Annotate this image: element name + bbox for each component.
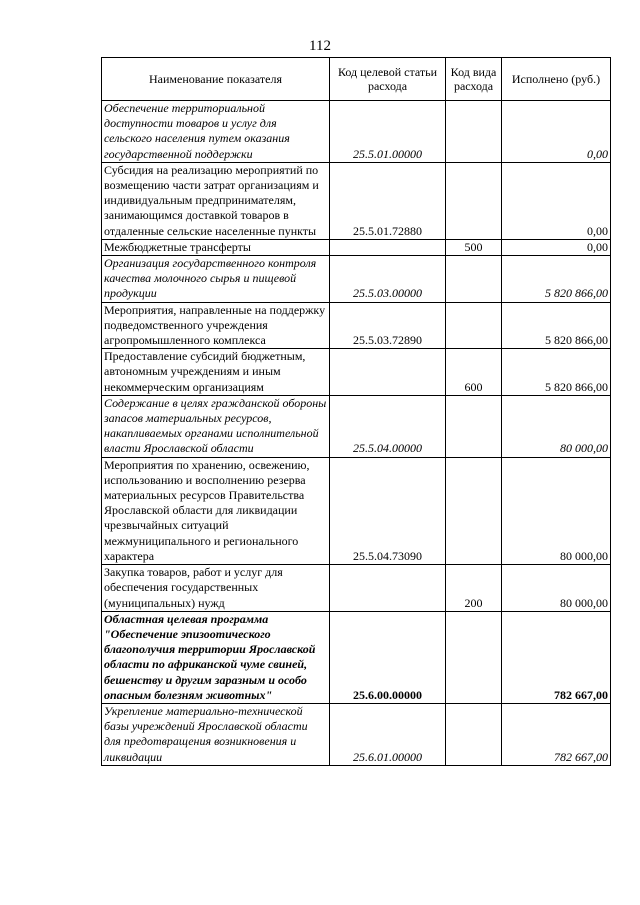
header-executed-amount: Исполнено (руб.) xyxy=(502,58,611,101)
row-indicator-name: Обеспечение территориальной доступности товаров и услуг для сельского населения путем оказания государственной поддержки xyxy=(102,101,330,163)
row-indicator-name: Предоставление субсидий бюджетным, автономным учреждениям и иным некоммерческим организациям xyxy=(102,349,330,396)
row-expense-type-code xyxy=(446,611,502,703)
row-target-article-code xyxy=(330,565,446,612)
row-executed-amount: 80 000,00 xyxy=(502,395,611,457)
header-target-article-code: Код целевой статьи расхода xyxy=(330,58,446,101)
row-indicator-name: Закупка товаров, работ и услуг для обеспечения государственных (муниципальных) нужд xyxy=(102,565,330,612)
row-indicator-name: Субсидия на реализацию мероприятий по возмещению части затрат организациям и индивидуальным предпринимателям, занимающимся доставкой товаров в отдаленные сельские населенные пункты xyxy=(102,162,330,239)
row-expense-type-code xyxy=(446,162,502,239)
row-target-article-code: 25.5.03.72890 xyxy=(330,302,446,349)
page-number: 112 xyxy=(309,38,331,54)
row-target-article-code: 25.5.03.00000 xyxy=(330,256,446,303)
row-target-article-code: 25.5.01.72880 xyxy=(330,162,446,239)
row-indicator-name: Межбюджетные трансферты xyxy=(102,239,330,255)
row-target-article-code: 25.5.01.00000 xyxy=(330,101,446,163)
table-row xyxy=(102,457,611,564)
row-indicator-name: Мероприятия по хранению, освежению, использованию и восполнению резерва материальных ресурсов Правительства Ярославской области для ликвидации чрезвычайных ситуаций межмуниципального и регионального характера xyxy=(102,457,330,564)
row-target-article-code: 25.5.04.00000 xyxy=(330,395,446,457)
table-row xyxy=(102,611,611,703)
table-header-row xyxy=(102,58,611,101)
row-executed-amount: 782 667,00 xyxy=(502,703,611,765)
header-expense-type-code: Код вида расхода xyxy=(446,58,502,101)
row-executed-amount: 5 820 866,00 xyxy=(502,256,611,303)
row-executed-amount: 0,00 xyxy=(502,239,611,255)
row-expense-type-code: 600 xyxy=(446,349,502,396)
row-expense-type-code xyxy=(446,395,502,457)
row-target-article-code xyxy=(330,239,446,255)
row-target-article-code: 25.6.00.00000 xyxy=(330,611,446,703)
row-executed-amount: 5 820 866,00 xyxy=(502,302,611,349)
row-indicator-name: Содержание в целях гражданской обороны запасов материальных ресурсов, накапливаемых органами исполнительной власти Ярославской области xyxy=(102,395,330,457)
table-row xyxy=(102,395,611,457)
row-expense-type-code xyxy=(446,256,502,303)
row-target-article-code: 25.5.04.73090 xyxy=(330,457,446,564)
table-row xyxy=(102,256,611,303)
row-expense-type-code: 500 xyxy=(446,239,502,255)
row-executed-amount: 80 000,00 xyxy=(502,565,611,612)
budget-execution-table xyxy=(101,57,611,766)
row-indicator-name: Мероприятия, направленные на поддержку подведомственного учреждения агропромышленного комплекса xyxy=(102,302,330,349)
table-row xyxy=(102,101,611,163)
table-body xyxy=(102,101,611,766)
row-executed-amount: 782 667,00 xyxy=(502,611,611,703)
row-indicator-name: Областная целевая программа "Обеспечение эпизоотического благополучия территории Ярославской области по африканской чуме свиней, бешенству и другим заразным и особо опасным болезням животных" xyxy=(102,611,330,703)
row-expense-type-code xyxy=(446,302,502,349)
table-row xyxy=(102,703,611,765)
table-row xyxy=(102,565,611,612)
row-target-article-code: 25.6.01.00000 xyxy=(330,703,446,765)
row-executed-amount: 0,00 xyxy=(502,162,611,239)
table-row xyxy=(102,162,611,239)
row-expense-type-code xyxy=(446,703,502,765)
row-expense-type-code: 200 xyxy=(446,565,502,612)
row-expense-type-code xyxy=(446,101,502,163)
row-executed-amount: 80 000,00 xyxy=(502,457,611,564)
row-target-article-code xyxy=(330,349,446,396)
row-executed-amount: 5 820 866,00 xyxy=(502,349,611,396)
row-expense-type-code xyxy=(446,457,502,564)
row-indicator-name: Организация государственного контроля качества молочного сырья и пищевой продукции xyxy=(102,256,330,303)
row-executed-amount: 0,00 xyxy=(502,101,611,163)
table-row xyxy=(102,239,611,255)
header-indicator-name: Наименование показателя xyxy=(102,58,330,101)
table-row xyxy=(102,302,611,349)
table-row xyxy=(102,349,611,396)
row-indicator-name: Укрепление материально-технической базы учреждений Ярославской области для предотвращения возникновения и ликвидации xyxy=(102,703,330,765)
